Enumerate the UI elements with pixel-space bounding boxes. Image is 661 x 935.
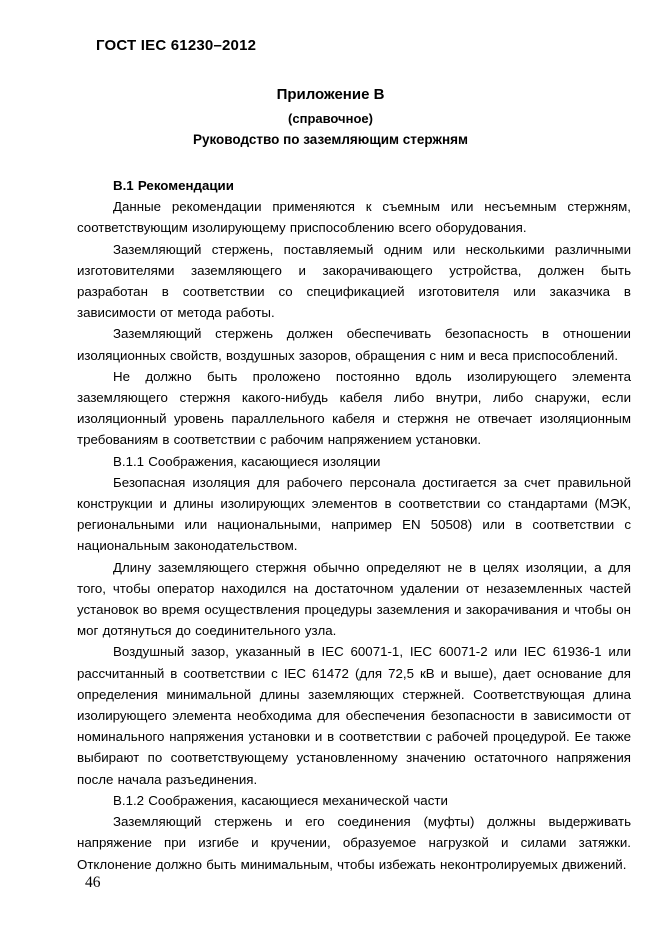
paragraph: Длину заземляющего стержня обычно определяют не в целях изоляции, а для того, чтобы оператор находился на достаточном удалении от незаземленных частей установок во время осуществления процедуры заземления и закорачивания и чтобы он мог дотянуться до соединительного узла.: [77, 559, 631, 639]
paragraph: Данные рекомендации применяются к съемным или несъемным стержням, соответствующим изолирующему приспособлению всего оборудования.: [77, 199, 631, 236]
section-heading: В.1 Рекомендации: [113, 178, 234, 193]
paragraph: Безопасная изоляция для рабочего персонала достигается за счет правильной конструкции и длины изолирующих элементов в соответствии со стандартами (МЭК, региональными или национальными, например EN 50508) или в соответствии с национальным законодательством.: [77, 474, 631, 554]
standard-designation: ГОСТ IEC 61230–2012: [96, 37, 257, 54]
appendix-title-block: [0, 86, 661, 148]
appendix-subtitle: (справочное): [288, 111, 373, 126]
page-number: 46: [85, 874, 101, 891]
paragraph: Не должно быть проложено постоянно вдоль изолирующего элемента заземляющего стержня какого-нибудь кабеля либо внутри, либо снаружи, если изоляционный уровень параллельного кабеля и стержня не отвечает изоляционным требованиям в соответствии с рабочим напряжением установки.: [77, 368, 631, 448]
section-heading: В.1.1 Соображения, касающиеся изоляции: [113, 453, 381, 469]
section-heading: В.1.2 Соображения, касающиеся механической части: [113, 792, 448, 808]
paragraph: Заземляющий стержень и его соединения (муфты) должны выдерживать напряжение при изгибе и кручении, образуемое нагрузкой и силами затяжки. Отклонение должно быть минимальным, чтобы избежать неконтролируемых движений.: [77, 814, 631, 872]
document-body: [77, 175, 631, 875]
paragraph: Заземляющий стержень, поставляемый одним или несколькими различными изготовителями заземляющего и закорачивающего устройства, должен быть разработан в соответствии со спецификацией изготовителя или заказчика в зависимости от метода работы.: [77, 241, 631, 321]
paragraph: Заземляющий стержень должен обеспечивать безопасность в отношении изоляционных свойств, воздушных зазоров, обращения с ним и веса приспособлений.: [77, 326, 631, 363]
appendix-title: Приложение В: [276, 86, 385, 103]
paragraph: Воздушный зазор, указанный в IEC 60071-1, IEC 60071-2 или IEC 61936-1 или рассчитанный в соответствии с IEC 61472 (для 72,5 кВ и выше), дает основание для определения минимальной длины заземляющих стержней. Соответствующая длина изолирующего элемента необходима для обеспечения безопасности в зависимости от номинального напряжения установки и в соответствии с рабочей процедурой. Ее также выбирают по соответствующему установленному значению остаточного напряжения после начала разъединения.: [77, 644, 631, 787]
appendix-document-name: Руководство по заземляющим стержням: [192, 132, 469, 147]
